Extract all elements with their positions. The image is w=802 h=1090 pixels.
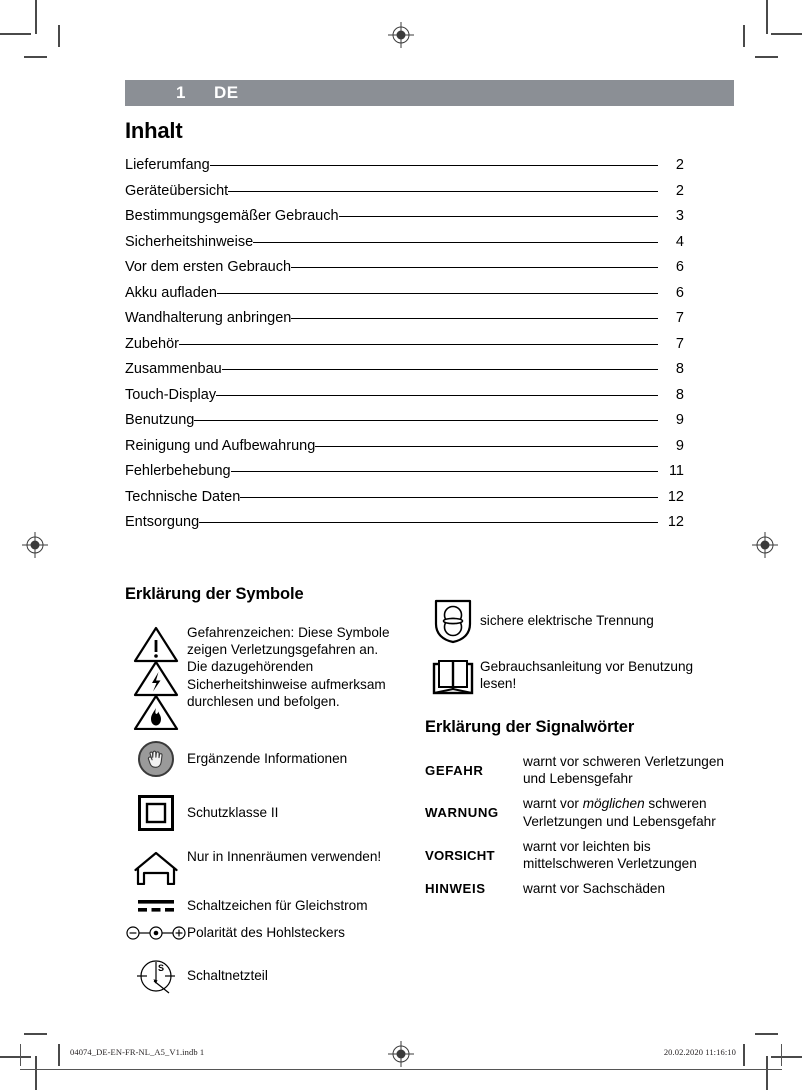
- toc-entry-label: Reinigung und Aufbewahrung: [125, 437, 316, 454]
- signal-words-table: [425, 753, 735, 897]
- main-content: [125, 118, 685, 536]
- toc-entry-label: Sicherheitshinweise: [125, 233, 254, 250]
- signal-word-emphasis: möglichen: [582, 796, 645, 812]
- toc-entry-page: 6: [675, 284, 684, 301]
- toc-entry[interactable]: [125, 383, 684, 409]
- toc-entry-label: Touch-Display: [125, 386, 217, 403]
- symbols-section: [125, 585, 735, 996]
- crop-mark-top-left-vertical: [35, 0, 37, 34]
- page-header-band: [125, 80, 734, 106]
- toc-leader-line: [199, 512, 658, 526]
- signal-word-row: [425, 880, 735, 897]
- symbol-label-direct-current: Schaltzeichen für Gleichstrom: [187, 898, 368, 914]
- symbol-entry-polarity: [125, 924, 425, 942]
- print-footer: [0, 1040, 802, 1070]
- symbol-label-protection-class: Schutzklasse II: [187, 805, 279, 821]
- toc-entry[interactable]: [125, 459, 684, 485]
- toc-entry[interactable]: [125, 306, 684, 332]
- toc-entry[interactable]: [125, 357, 684, 383]
- signal-word-term: VORSICHT: [425, 847, 495, 863]
- signal-word-description: warnt vor leichten bis mittelschweren Verletzungen: [523, 838, 697, 872]
- toc-entry-label: Zusammenbau: [125, 361, 222, 377]
- symbols-left-column: [125, 585, 425, 996]
- signal-words-section-title: Erklärung der Signalwörter: [425, 718, 635, 736]
- crop-mark-top-right-inner-v: [743, 25, 745, 47]
- toc-leader-line: [228, 181, 658, 195]
- switching-power-supply-icon: [125, 956, 187, 996]
- signal-word-row: [425, 753, 735, 787]
- crop-mark-top-right-vertical: [766, 0, 768, 34]
- symbols-section-title: Erklärung der Symbole: [125, 585, 304, 603]
- registration-mark-left: [22, 532, 48, 558]
- signal-word-term: HINWEIS: [425, 881, 486, 897]
- toc-entry[interactable]: [125, 332, 684, 358]
- symbol-label-read-manual: Gebrauchsanleitung vor Benutzung lesen!: [480, 659, 694, 692]
- crop-mark-top-left-inner-h: [24, 56, 47, 58]
- toc-leader-line: [231, 461, 658, 475]
- read-manual-book-icon: [425, 658, 480, 696]
- signal-word-description: warnt vor möglichen schweren Verletzungen und Lebensgefahr: [523, 796, 716, 829]
- toc-leader-line: [315, 436, 658, 450]
- warning-triangles-icon: [125, 624, 187, 730]
- toc-entry-label: Benutzung: [125, 412, 195, 428]
- toc-entry[interactable]: [125, 434, 684, 460]
- crop-mark-top-left-inner-v: [58, 25, 60, 47]
- symbol-entry-read-manual: [425, 658, 735, 696]
- symbol-entry-isolating-transformer: [425, 598, 735, 644]
- toc-entry[interactable]: [125, 510, 684, 536]
- toc-entry-page: 2: [675, 157, 684, 173]
- toc-entry-page: 8: [675, 361, 684, 377]
- toc-entry-label: Vor dem ersten Gebrauch: [125, 259, 292, 275]
- toc-entry[interactable]: [125, 281, 684, 307]
- signal-word-row: [425, 838, 735, 872]
- symbol-label-indoor-use: Nur in Innenräumen verwenden!: [187, 849, 382, 864]
- footer-rule-line: [20, 1069, 782, 1070]
- toc-entry[interactable]: [125, 179, 684, 205]
- toc-entry-label: Bestimmungsgemäßer Gebrauch: [125, 208, 339, 224]
- toc-entry-page: 12: [667, 514, 684, 530]
- toc-entry-page: 7: [675, 310, 684, 326]
- symbol-entry-warning: [125, 624, 425, 730]
- toc-entry[interactable]: [125, 204, 684, 230]
- toc-leader-line: [222, 359, 658, 373]
- registration-mark-top: [388, 22, 414, 48]
- crop-mark-top-right-horizontal: [771, 33, 802, 35]
- toc-leader-line: [291, 308, 658, 322]
- toc-entry-label: Geräteübersicht: [125, 182, 229, 199]
- page-title: Inhalt: [125, 118, 183, 143]
- toc-entry-page: 11: [668, 463, 684, 479]
- symbol-label-isolating-transformer: sichere elektrische Trennung: [480, 613, 654, 629]
- signal-word-row: [425, 795, 735, 829]
- symbol-entry-power-supply: [125, 956, 425, 996]
- toc-entry-page: 2: [675, 182, 684, 199]
- symbol-label-power-supply: Schaltnetzteil: [187, 968, 268, 984]
- toc-entry-page: 8: [675, 386, 684, 403]
- toc-leader-line: [210, 155, 658, 169]
- signal-word-term: WARNUNG: [425, 805, 499, 821]
- symbol-entry-info: [125, 740, 425, 778]
- footer-timestamp: 20.02.2020 11:16:10: [663, 1047, 736, 1057]
- toc-entry-page: 3: [675, 208, 684, 224]
- toc-entry-page: 4: [675, 233, 684, 250]
- header-page-number: 1: [176, 83, 186, 102]
- header-language-code: DE: [214, 83, 239, 102]
- footer-rule-left-tick: [20, 1044, 21, 1066]
- toc-leader-line: [291, 257, 658, 271]
- toc-leader-line: [194, 410, 658, 424]
- toc-entry-page: 7: [675, 335, 684, 352]
- crop-mark-bottom-right-inner-h: [755, 1033, 778, 1035]
- toc-entry-page: 6: [675, 259, 684, 275]
- symbol-label-info: Ergänzende Informationen: [187, 751, 348, 767]
- signal-word-description: warnt vor schweren Verletzungen und Lebensgefahr: [523, 754, 724, 787]
- crop-mark-bottom-left-inner-h: [24, 1033, 47, 1035]
- safety-isolating-transformer-icon: [425, 598, 480, 644]
- symbols-right-column: [425, 585, 735, 996]
- toc-entry[interactable]: [125, 230, 684, 256]
- symbol-label-polarity: Polarität des Hohlsteckers: [187, 925, 345, 941]
- pointing-hand-circle-icon: [125, 740, 187, 778]
- toc-entry-label: Lieferumfang: [125, 157, 210, 173]
- toc-entry-page: 9: [675, 412, 684, 428]
- symbol-entry-direct-current: [125, 897, 425, 915]
- table-of-contents: [125, 153, 684, 536]
- toc-entry[interactable]: [125, 408, 684, 434]
- toc-entry-label: Akku aufladen: [125, 284, 217, 301]
- indoor-use-house-icon: [125, 848, 187, 885]
- toc-entry-page: 12: [667, 488, 684, 505]
- toc-entry-label: Fehlerbehebung: [125, 463, 231, 479]
- symbol-label-warning: Gefahrenzeichen: Diese Symbole zeigen Verletzungsgefahren an. Die dazugehörenden Sicherheitshinweise aufmerksam durchlesen und befolgen.: [187, 625, 390, 709]
- signal-word-description: warnt vor Sachschäden: [523, 881, 666, 897]
- barrel-plug-polarity-icon: [125, 924, 187, 942]
- svg-text:S: S: [158, 963, 165, 973]
- toc-leader-line: [216, 385, 658, 399]
- toc-leader-line: [217, 283, 658, 297]
- toc-entry-label: Entsorgung: [125, 514, 200, 530]
- footer-rule-right-tick: [781, 1044, 782, 1066]
- crop-mark-top-left-horizontal: [0, 33, 31, 35]
- toc-entry-label: Technische Daten: [125, 488, 241, 505]
- toc-entry-label: Wandhalterung anbringen: [125, 310, 292, 326]
- toc-leader-line: [339, 206, 658, 220]
- toc-entry[interactable]: [125, 255, 684, 281]
- signal-word-term: GEFAHR: [425, 762, 484, 778]
- toc-entry[interactable]: [125, 153, 684, 179]
- registration-mark-right: [752, 532, 778, 558]
- footer-file-name: 04074_DE-EN-FR-NL_A5_V1.indb 1: [70, 1047, 205, 1057]
- toc-leader-line: [179, 334, 658, 348]
- toc-entry[interactable]: [125, 485, 684, 511]
- toc-leader-line: [253, 232, 658, 246]
- toc-entry-page: 9: [675, 437, 684, 454]
- protection-class-two-icon: [125, 794, 187, 832]
- symbol-entry-indoor-use: [125, 848, 425, 885]
- toc-leader-line: [240, 487, 658, 501]
- symbol-entry-protection-class: [125, 794, 425, 832]
- direct-current-icon: [125, 897, 187, 915]
- toc-entry-label: Zubehör: [125, 335, 180, 352]
- crop-mark-top-right-inner-h: [755, 56, 778, 58]
